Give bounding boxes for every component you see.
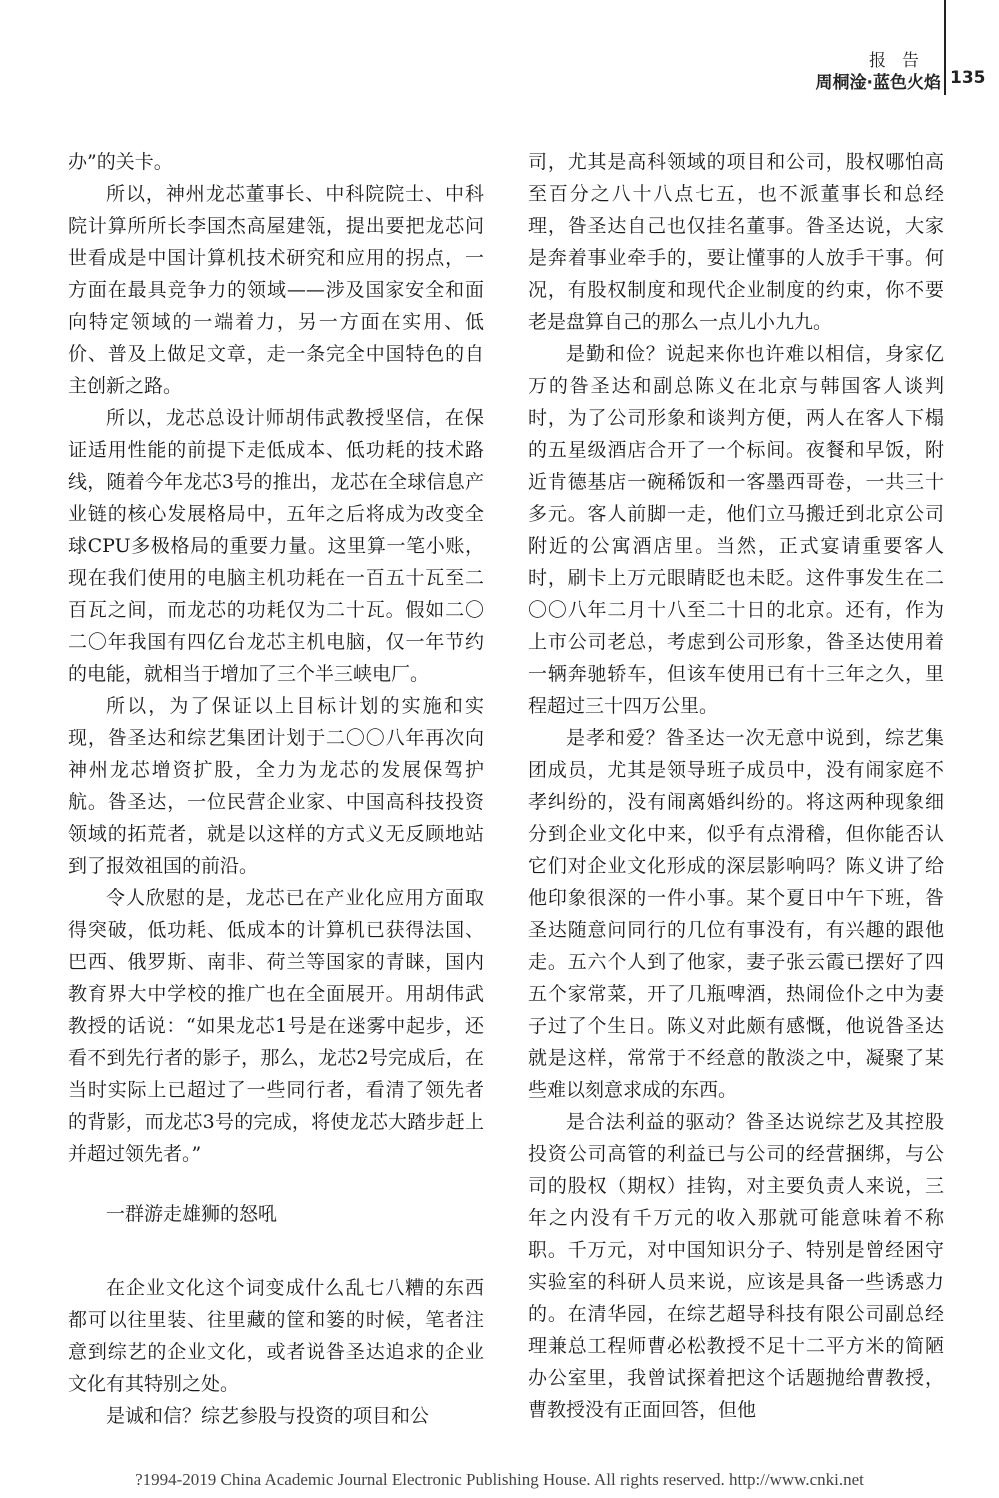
paragraph: 是合法利益的驱动？昝圣达说综艺及其控股投资公司高管的利益已与公司的经营捆绑，与公司的股权（期权）挂钩，对主要负责人来说，三年之内没有千万元的收入那就可能意味着不称职。千万元，对中国知识分子、特别是曾经困守实验室的科研人员来说，应该是具备一些诱惑力的。在清华园，在综艺超导科技有限公司副总经理兼总工程师曹必松教授不足十二平方米的简陋办公室里，我曾试探着把这个话题抛给曹教授，曹教授没有正面回答，但他 bbox=[528, 1111, 944, 1421]
paragraph: 办”的关卡。 bbox=[68, 151, 173, 173]
page-number: 135 bbox=[950, 68, 986, 88]
paragraph: 所以，为了保证以上目标计划的实施和实现，昝圣达和综艺集团计划于二〇〇八年再次向神州龙芯增资扩股，全力为龙芯的发展保驾护航。昝圣达，一位民营企业家、中国高科技投资领域的拓荒者，就是以这样的方式义无反顾地站到了报效祖国的前沿。 bbox=[68, 695, 484, 877]
paragraph: 司，尤其是高科领域的项目和公司，股权哪怕高至百分之八十八点七五，也不派董事长和总经理，昝圣达自己也仅挂名董事。昝圣达说，大家是奔着事业牵手的，要让懂事的人放手干事。何况，有股权制度和现代企业制度的约束，你不要老是盘算自己的那么一点儿小九九。 bbox=[528, 151, 944, 333]
section-label: 报告 bbox=[869, 51, 935, 71]
paragraph: 是诚和信？综艺参股与投资的项目和公 bbox=[106, 1405, 430, 1427]
paragraph: 是孝和爱？昝圣达一次无意中说到，综艺集团成员，尤其是领导班子成员中，没有闹家庭不孝纠纷的，没有闹离婚纠纷的。将这两种现象细分到企业文化中来，似乎有点滑稽，但你能否认它们对企业文化形成的深层影响吗？陈义讲了给他印象很深的一件小事。某个夏日中午下班，昝圣达随意问同行的几位有事没有，有兴趣的跟他走。五六个人到了他家，妻子张云霞已摆好了四五个家常菜，开了几瓶啤酒，热闹俭仆之中为妻子过了个生日。陈义对此颇有感慨，他说昝圣达就是这样，常常于不经意的散淡之中，凝聚了某些难以刻意求成的东西。 bbox=[528, 727, 944, 1101]
left-column bbox=[68, 146, 484, 1432]
right-column bbox=[528, 146, 944, 1426]
paragraph: 令人欣慰的是，龙芯已在产业化应用方面取得突破，低功耗、低成本的计算机已获得法国、巴西、俄罗斯、南非、荷兰等国家的青睐，国内教育界大中学校的推广也在全面展开。用胡伟武教授的话说：“如果龙芯1号是在迷雾中起步，还看不到先行者的影子，那么，龙芯2号完成后，在当时实际上已超过了一些同行者，看清了领先者的背影，而龙芯3号的完成，将使龙芯大踏步赶上并超过领先者。” bbox=[68, 887, 484, 1165]
paragraph: 在企业文化这个词变成什么乱七八糟的东西都可以往里装、往里藏的筐和篓的时候，笔者注意到综艺的企业文化，或者说昝圣达追求的企业文化有其特别之处。 bbox=[68, 1277, 484, 1395]
section-heading: 一群游走雄狮的怒吼 bbox=[106, 1203, 278, 1225]
paragraph: 所以，神州龙芯董事长、中科院院士、中科院计算所所长李国杰高屋建瓴，提出要把龙芯问世看成是中国计算机技术研究和应用的拐点，一方面在最具竞争力的领域——涉及国家安全和面向特定领域的一端着力，另一方面在实用、低价、普及上做足文章，走一条完全中国特色的自主创新之路。 bbox=[68, 183, 484, 397]
copyright-footer: ?1994-2019 China Academic Journal Electronic Publishing House. All rights reserved. http://www.cnki.net bbox=[135, 1470, 864, 1489]
running-title: 周桐淦·蓝色火焰 bbox=[815, 73, 941, 93]
paragraph: 是勤和俭？说起来你也许难以相信，身家亿万的昝圣达和副总陈义在北京与韩国客人谈判时，为了公司形象和谈判方便，两人在客人下榻的五星级酒店合开了一个标间。夜餐和早饭，附近肯德基店一碗稀饭和一客墨西哥卷，一共三十多元。客人前脚一走，他们立马搬迁到北京公司附近的公寓酒店里。当然，正式宴请重要客人时，刷卡上万元眼睛眨也未眨。这件事发生在二〇〇八年二月十八至二十日的北京。还有，作为上市公司老总，考虑到公司形象，昝圣达使用着一辆奔驰轿车，但该车使用已有十三年之久，里程超过三十四万公里。 bbox=[528, 343, 944, 717]
header-divider-line bbox=[944, 0, 946, 95]
paragraph: 所以，龙芯总设计师胡伟武教授坚信，在保证适用性能的前提下走低成本、低功耗的技术路线，随着今年龙芯3号的推出，龙芯在全球信息产业链的核心发展格局中，五年之后将成为改变全球CPU多极格局的重要力量。这里算一笔小账，现在我们使用的电脑主机功耗在一百五十瓦至二百瓦之间，而龙芯的功耗仅为二十瓦。假如二〇二〇年我国有四亿台龙芯主机电脑，仅一年节约的电能，就相当于增加了三个半三峡电厂。 bbox=[68, 407, 484, 685]
